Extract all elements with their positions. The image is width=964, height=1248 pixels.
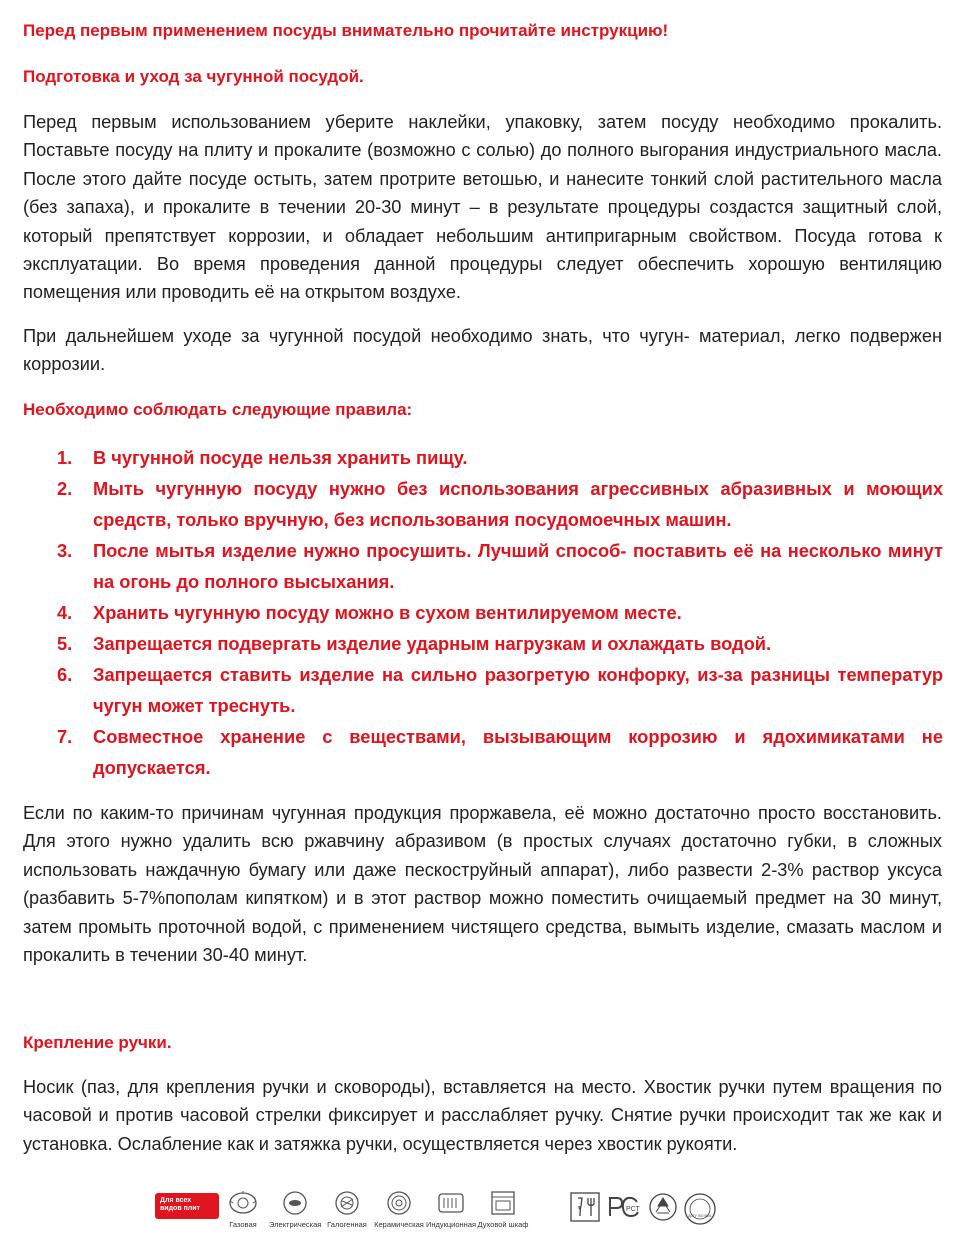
handle-heading: Крепление ручки.	[23, 1033, 172, 1052]
rule-text: Хранить чугунную посуду можно в сухом вентилируемом месте.	[93, 602, 682, 623]
stove-label: Галогенная	[327, 1220, 367, 1229]
rule-text: Мыть чугунную посуду нужно без использования агрессивных абразивных и моющих средств, только вручную, без использования посудомоечных машин.	[93, 478, 943, 530]
rule-item	[57, 628, 943, 659]
first-use-paragraph: Перед первым использованием уберите наклейки, упаковку, затем посуду необходимо прокалить. Поставьте посуду на плиту и прокалите (возможно с солью) до полного выгорания индустриального масла. После этого дайте посуде остыть, затем протрите ветошью, и нанесите тонкий слой растительного масла (без запаха), и прокалите в течении 20-30 минут – в результате процедуры создастся защитный слой, который препятствует коррозии, и обладает небольшим антипригарным свойством. Посуда готова к эксплуатации. Во время проведения данной процедуры следует обеспечить хорошую вентиляцию помещения или проводить её на открытом воздухе.	[23, 112, 942, 303]
rule-item	[57, 473, 943, 535]
dstu-iso-icon	[683, 1192, 717, 1226]
rules-heading: Необходимо соблюдать следующие правила:	[23, 400, 413, 419]
stove-ceramic	[373, 1188, 425, 1229]
halogen-stove-icon	[332, 1190, 362, 1216]
rule-text: В чугунной посуде нельзя хранить пищу.	[93, 447, 468, 468]
stove-oven	[477, 1188, 529, 1229]
warning-heading: Перед первым применением посуды внимательно прочитайте инструкцию!	[23, 21, 669, 40]
electric-stove-icon	[280, 1190, 310, 1216]
stove-induction	[425, 1188, 477, 1229]
rule-text: Запрещается ставить изделие на сильно разогретую конфорку, из-за разницы температур чугун может треснуть.	[93, 664, 943, 716]
rule-number: 5.	[57, 633, 73, 654]
rule-number: 2.	[57, 478, 73, 499]
rules-list	[57, 442, 943, 783]
food-safe-glass-fork-icon	[570, 1192, 600, 1222]
stove-label: Керамическая	[374, 1220, 424, 1229]
recycle-icon	[648, 1192, 678, 1222]
stove-label: Электрическая	[269, 1220, 322, 1229]
induction-stove-icon	[436, 1190, 466, 1216]
rule-item	[57, 535, 943, 597]
rule-item	[57, 597, 943, 628]
prep-heading: Подготовка и уход за чугунной посудой.	[23, 67, 364, 86]
gas-stove-icon	[228, 1190, 258, 1216]
stove-label: Духовой шкаф	[477, 1220, 529, 1229]
handle-paragraph: Носик (паз, для крепления ручки и сковороды), вставляется на место. Хвостик ручки путем вращения по часовой и против часовой стрелки фиксирует и расслабляет ручку. Снятие ручки происходит так же как и установка. Ослабление как и затяжка ручки, осуществляется через хвостик рукояти.	[23, 1077, 942, 1154]
stove-label: Индукционная	[425, 1220, 477, 1229]
rule-item	[57, 659, 943, 721]
rule-item	[57, 442, 943, 473]
pct-text: РСТ	[626, 1206, 640, 1213]
further-care-paragraph: При дальнейшем уходе за чугунной посудой необходимо знать, что чугун- материал, легко подвержен коррозии.	[23, 326, 942, 375]
stove-label: Газовая	[229, 1220, 257, 1229]
rule-number: 1.	[57, 447, 73, 468]
rule-text: Совместное хранение с веществами, вызывающим коррозию и ядохимикатами не допускается.	[93, 726, 943, 778]
oven-icon	[488, 1190, 518, 1216]
rule-number: 7.	[57, 726, 73, 747]
stove-electric	[269, 1188, 321, 1229]
rule-text: Запрещается подвергать изделие ударным нагрузкам и охлаждать водой.	[93, 633, 772, 654]
footer-icons	[155, 1188, 725, 1236]
stove-halogen	[321, 1188, 373, 1229]
rule-number: 3.	[57, 540, 73, 561]
dstu-text: ДСТУ ISO 9001	[688, 1214, 712, 1218]
rust-paragraph: Если по каким-то причинам чугунная продукция проржавела, её можно достаточно просто восстановить. Для этого нужно удалить всю ржавчину абразивом (в простых случаях достаточно губки, в сложных использовать наждачную бумагу или даже пескоструйный аппарат), либо развести 2-3% раствор уксуса (разбавить 5-7%пополам кипятком) и в этот раствор можно поместить очищаемый предмет на 30 минут, затем промыть проточной водой, с применением чистящего средства, вымыть изделие, смазать маслом и прокалить в течении 30-40 минут.	[23, 803, 942, 966]
ceramic-stove-icon	[384, 1190, 414, 1216]
pct-certification-icon	[607, 1192, 643, 1222]
rule-number: 4.	[57, 602, 73, 623]
rule-item	[57, 721, 943, 783]
badge-line: Для всех	[160, 1197, 192, 1204]
all-stoves-badge	[155, 1193, 219, 1219]
rule-text: После мытья изделие нужно просушить. Лучший способ- поставить её на несколько минут на огонь до полного высыхания.	[93, 540, 943, 592]
rule-number: 6.	[57, 664, 73, 685]
stove-gas	[217, 1188, 269, 1229]
badge-line: видов плит	[160, 1205, 200, 1212]
